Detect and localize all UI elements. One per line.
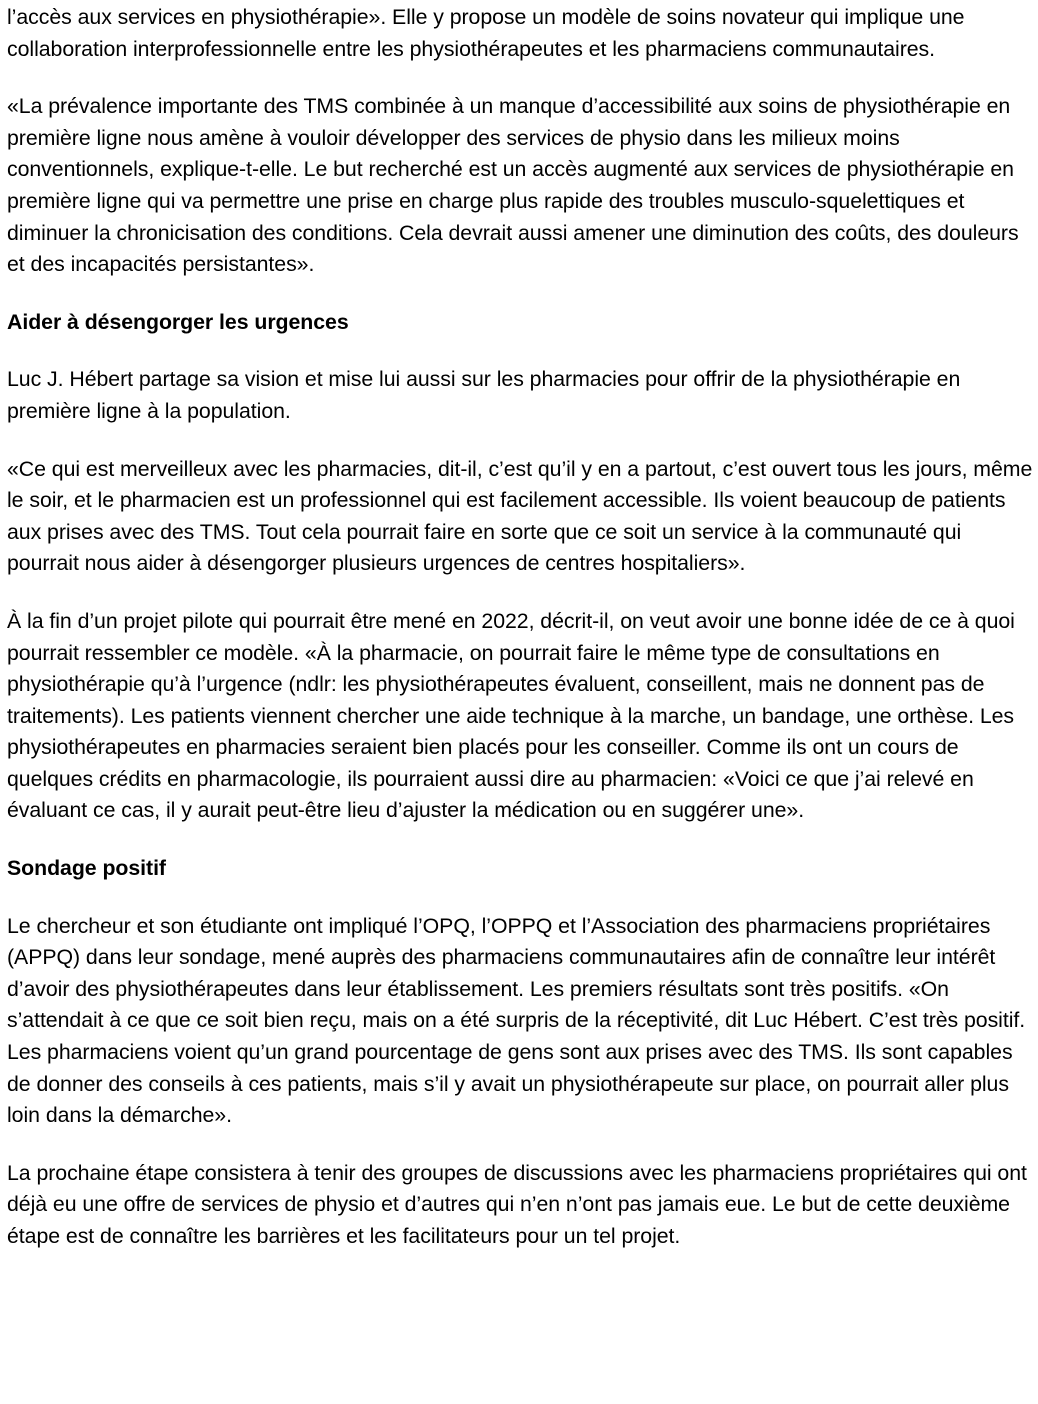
paragraph-sondage: Le chercheur et son étudiante ont impliqué l’OPQ, l’OPPQ et l’Association des pharmaciens propriétaires (APPQ) dans leur sondage, mené auprès des pharmaciens communautaires afin de connaître leur intérêt d’avoir des physiothérapeutes dans leur établissement. Les premiers résultats sont très positifs. «On s’attendait à ce que ce soit bien reçu, mais on a été surpris de la réceptivité, dit Luc Hébert. C’est très positif. Les pharmaciens voient qu’un grand pourcentage de gens sont aux prises avec des TMS. Ils sont capables de donner des conseils à ces patients, mais s’il y avait un physiothérapeute sur place, on pourrait aller plus loin dans la démarche». (7, 913, 1026, 1128)
paragraph-projet-pilote: À la fin d’un projet pilote qui pourrait être mené en 2022, décrit-il, on veut avoir une bonne idée de ce à quoi pourrait ressembler ce modèle. «À la pharmacie, on pourrait faire le même type de consultations en physiothérapie qu’à l’urgence (ndlr: les physiothérapeutes évaluent, conseillent, mais ne donnent pas de traitements). Les patients viennent chercher une aide technique à la marche, un bandage, une orthèse. Les physiothérapeutes en pharmacies seraient bien placés pour les conseiller. Comme ils ont un cours de quelques crédits en pharmacologie, ils pourraient aussi dire au pharmacien: «Voici ce que j’ai relevé en évaluant ce cas, il y aurait peut-être lieu d’ajuster la médication ou en suggérer une». (7, 608, 1015, 823)
paragraph-luc-hebert-vision: Luc J. Hébert partage sa vision et mise lui aussi sur les pharmacies pour offrir de la physiothérapie en première ligne à la population. (7, 367, 961, 423)
heading-sondage-positif: Sondage positif (7, 856, 166, 881)
paragraph-quote-pharmacies: «Ce qui est merveilleux avec les pharmacies, dit-il, c’est qu’il y en a partout, c’est ouvert tous les jours, même le soir, et le pharmacien est un professionnel qui est facilement accessible. Ils voient beaucoup de patients aux prises avec des TMS. Tout cela pourrait faire en sorte que ce soit un service à la communauté qui pourrait nous aider à désengorger plusieurs urgences de centres hospitaliers». (7, 456, 1033, 576)
heading-desengorger-urgences: Aider à désengorger les urgences (7, 309, 349, 334)
paragraph-intro-continuation: l’accès aux services en physiothérapie». Elle y propose un modèle de soins novateur qui implique une collaboration interprofessionnelle entre les physiothérapeutes et les pharmaciens communautaires. (7, 5, 965, 61)
paragraph-prochaine-etape: La prochaine étape consistera à tenir des groupes de discussions avec les pharmaciens propriétaires qui ont déjà eu une offre de services de physio et d’autres qui n’en n’ont pas jamais eue. Le but de cette deuxième étape est de connaître les barrières et les facilitateurs pour un tel projet. (7, 1160, 1027, 1248)
paragraph-quote-prevalence: «La prévalence importante des TMS combinée à un manque d’accessibilité aux soins de physiothérapie en première ligne nous amène à vouloir développer des services de physio dans les milieux moins conventionnels, explique-t-elle. Le but recherché est un accès augmenté aux services de physiothérapie en première ligne qui va permettre une prise en charge plus rapide des troubles musculo-squelettiques et diminuer la chronicisation des conditions. Cela devrait aussi amener une diminution des coûts, des douleurs et des incapacités persistantes». (7, 94, 1019, 277)
article-body (7, 2, 1035, 1279)
